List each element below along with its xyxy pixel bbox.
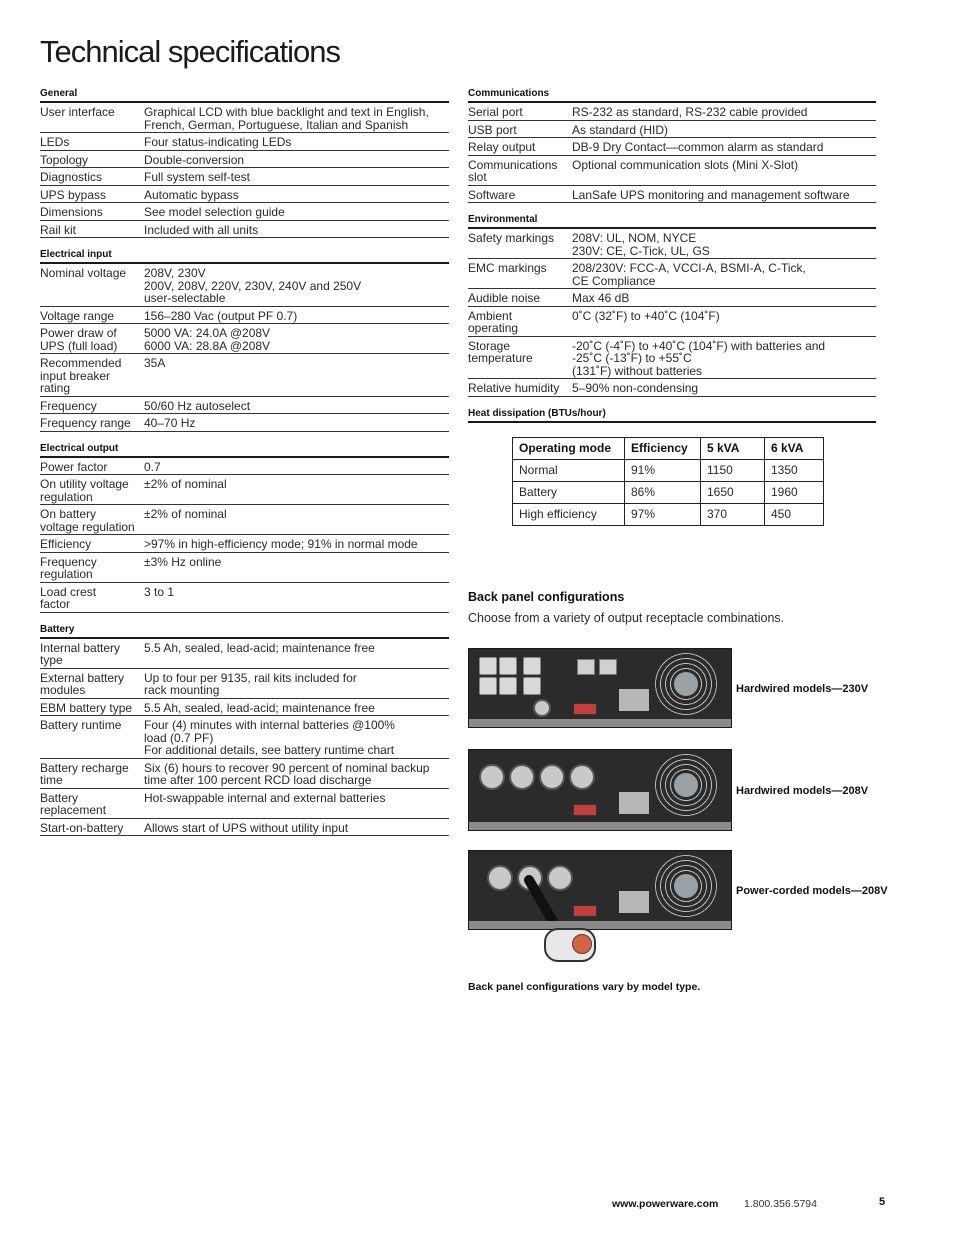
section-heading: Environmental (468, 210, 876, 229)
spec-label: Diagnostics (40, 170, 103, 184)
comm-slot-icon (573, 703, 597, 715)
spec-row (40, 759, 449, 789)
footer-url[interactable]: www.powerware.com (612, 1198, 719, 1210)
fan-hub-icon (674, 773, 698, 797)
spec-label: Frequency regulation (40, 554, 97, 581)
outlet-icon (523, 657, 541, 675)
spec-value: ±2% of nominal (144, 507, 227, 521)
spec-row (468, 186, 876, 204)
spec-row (40, 203, 449, 221)
spec-row (40, 186, 449, 204)
socket-icon (577, 659, 595, 675)
spec-row (40, 553, 449, 583)
outlet-icon (539, 764, 565, 790)
spec-row (40, 819, 449, 837)
outlet-icon (479, 764, 505, 790)
spec-value: 5000 VA: 24.0A @208V 6000 VA: 28.8A @208V (144, 326, 271, 353)
spec-value: 35A (144, 356, 166, 370)
spec-label: User interface (40, 105, 115, 119)
spec-label: Serial port (468, 105, 523, 119)
table-cell: High efficiency (513, 503, 625, 525)
spec-row (40, 583, 449, 613)
spec-label: Power factor (40, 459, 108, 474)
outlet-icon (479, 657, 497, 675)
label-plate (619, 792, 649, 814)
spec-label: Nominal voltage (40, 266, 127, 280)
section-heading: Electrical output (40, 439, 449, 458)
spec-section (40, 245, 449, 432)
spec-value: 208V, 230V 200V, 208V, 220V, 230V, 240V and 250V user-selectable (144, 266, 362, 305)
spec-label: Battery runtime (40, 718, 122, 732)
spec-label: Load crest factor (40, 584, 97, 611)
panel-floor (469, 921, 731, 929)
spec-value: Up to four per 9135, rail kits included for rack mounting (144, 670, 357, 697)
table-cell: 1350 (765, 459, 824, 481)
heat-col-header: Operating mode (513, 437, 625, 459)
spec-label: Battery recharge time (40, 760, 129, 787)
spec-value: -20˚C (-4˚F) to +40˚C (104˚F) with batteries and -25˚C (-13˚F) to +55˚C (131˚F) without batteries (572, 338, 826, 378)
spec-value: Six (6) hours to recover 90 percent of nominal backup time after 100 percent RCD load discharge (144, 760, 430, 787)
spec-label: Dimensions (40, 205, 103, 219)
spec-value: 5–90% non-condensing (572, 381, 699, 395)
spec-value: 208V: UL, NOM, NYCE 230V: CE, C-Tick, UL, GS (572, 231, 710, 258)
outlet-icon (479, 677, 497, 695)
spec-value: ±2% of nominal (144, 477, 227, 491)
spec-value: Double-conversion (144, 152, 245, 167)
spec-row (40, 716, 449, 759)
spec-value: Allows start of UPS without utility input (144, 820, 349, 835)
spec-row (468, 289, 876, 307)
spec-label: Recommended input breaker rating (40, 356, 122, 395)
spec-value: 40–70 Hz (144, 416, 196, 430)
back-panel-heading: Back panel configurations (468, 590, 625, 604)
spec-row (468, 156, 876, 186)
power-plug-icon (544, 928, 596, 962)
back-panel-description: Choose from a variety of output receptacle combinations. (468, 611, 785, 625)
panel-floor (469, 822, 731, 830)
spec-row (40, 639, 449, 669)
spec-label: LEDs (40, 135, 70, 149)
spec-label: Power draw of UPS (full load) (40, 326, 118, 353)
spec-row (40, 414, 449, 432)
breaker-icon (533, 699, 551, 717)
spec-label: External battery modules (40, 670, 125, 697)
spec-row (40, 535, 449, 553)
heat-dissipation-heading: Heat dissipation (BTUs/hour) (468, 404, 876, 423)
right-column (468, 84, 876, 526)
caption-hardwired-230v: Hardwired models—230V (736, 683, 869, 695)
spec-section (468, 84, 876, 203)
spec-label: Voltage range (40, 308, 115, 323)
spec-row (40, 789, 449, 819)
spec-label: Topology (40, 152, 89, 167)
spec-section (40, 84, 449, 238)
spec-label: EMC markings (468, 261, 547, 275)
spec-row (468, 229, 876, 259)
fan-hub-icon (674, 874, 698, 898)
spec-value: See model selection guide (144, 205, 285, 219)
spec-label: Frequency (40, 398, 97, 413)
footer-phone: 1.800.356.5794 (744, 1198, 817, 1210)
spec-row (40, 133, 449, 151)
table-cell: 1650 (701, 481, 765, 503)
spec-row (40, 324, 449, 354)
outlet-icon (569, 764, 595, 790)
spec-value: Automatic bypass (144, 187, 239, 202)
outlet-icon (547, 865, 573, 891)
spec-label: Safety markings (468, 231, 555, 245)
spec-row (40, 221, 449, 239)
section-heading: Communications (468, 84, 876, 103)
label-plate (619, 689, 649, 711)
heat-table-header-row (513, 437, 824, 459)
spec-value: 3 to 1 (144, 584, 175, 599)
table-cell: 86% (625, 481, 701, 503)
spec-value: >97% in high-efficiency mode; 91% in normal mode (144, 537, 418, 551)
fan-hub-icon (674, 672, 698, 696)
spec-value: LanSafe UPS monitoring and management software (572, 187, 850, 202)
spec-value: Included with all units (144, 222, 259, 237)
spec-row (468, 121, 876, 139)
spec-row (40, 307, 449, 325)
spec-row (40, 264, 449, 307)
spec-row (40, 151, 449, 169)
spec-label: Relay output (468, 140, 536, 154)
spec-label: Communications slot (468, 157, 558, 184)
spec-value: 208/230V: FCC-A, VCCI-A, BSMI-A, C-Tick, CE Compliance (572, 261, 806, 288)
table-row (513, 503, 824, 525)
spec-label: Internal battery type (40, 640, 121, 667)
spec-label: Efficiency (40, 537, 92, 551)
heat-dissipation-table (512, 437, 824, 526)
spec-row (40, 168, 449, 186)
spec-value: DB-9 Dry Contact—common alarm as standard (572, 140, 824, 154)
table-cell: 370 (701, 503, 765, 525)
spec-label: Ambient operating (468, 308, 519, 335)
spec-row (40, 397, 449, 415)
ups-back-panel-image-230v (468, 648, 732, 728)
section-heading: Battery (40, 620, 449, 639)
spec-value: Four (4) minutes with internal batteries @100% load (0.7 PF) For additional details, see battery runtime chart (144, 718, 395, 757)
spec-label: USB port (468, 122, 517, 137)
spec-value: ±3% Hz online (144, 554, 222, 569)
left-column (40, 84, 449, 843)
spec-label: Relative humidity (468, 381, 560, 395)
spec-row (40, 699, 449, 717)
ups-back-panel-image-power-corded (468, 850, 732, 930)
spec-value: Four status-indicating LEDs (144, 135, 292, 149)
spec-label: Rail kit (40, 222, 77, 237)
spec-row (468, 103, 876, 121)
outlet-icon (499, 677, 517, 695)
spec-section (468, 210, 876, 397)
spec-label: On battery voltage regulation (40, 507, 135, 534)
spec-section (40, 620, 449, 837)
spec-value: Graphical LCD with blue backlight and text in English, French, German, Portuguese, Italian and Spanish (144, 105, 429, 132)
spec-row (40, 103, 449, 133)
spec-row (468, 307, 876, 337)
spec-value: 50/60 Hz autoselect (144, 398, 251, 413)
outlet-icon (509, 764, 535, 790)
spec-row (40, 458, 449, 476)
back-panel-note: Back panel configurations vary by model type. (468, 981, 701, 993)
spec-row (40, 669, 449, 699)
spec-value: 5.5 Ah, sealed, lead-acid; maintenance free (144, 640, 375, 655)
spec-label: Storage temperature (468, 338, 533, 365)
spec-row (468, 138, 876, 156)
spec-row (468, 337, 876, 380)
spec-value: Full system self-test (144, 170, 251, 184)
spec-value: Optional communication slots (Mini X-Slot) (572, 157, 799, 172)
spec-label: Audible noise (468, 291, 541, 305)
table-cell: 91% (625, 459, 701, 481)
table-row (513, 481, 824, 503)
page-number: 5 (879, 1196, 886, 1208)
ups-back-panel-image-208v (468, 749, 732, 831)
spec-label: Battery replacement (40, 790, 107, 817)
caption-hardwired-208v: Hardwired models—208V (736, 785, 869, 797)
spec-label: EBM battery type (40, 700, 133, 715)
heat-col-header: 6 kVA (765, 437, 824, 459)
spec-label: Start-on-battery (40, 820, 124, 835)
plug-face-icon (572, 934, 592, 954)
spec-row (468, 259, 876, 289)
outlet-icon (487, 865, 513, 891)
table-cell: 450 (765, 503, 824, 525)
spec-value: As standard (HID) (572, 122, 669, 137)
label-plate (619, 891, 649, 913)
spec-value: 0.7 (144, 459, 161, 474)
heat-col-header: Efficiency (625, 437, 701, 459)
heat-col-header: 5 kVA (701, 437, 765, 459)
table-cell: 97% (625, 503, 701, 525)
spec-label: Frequency range (40, 416, 131, 430)
section-heading: General (40, 84, 449, 103)
outlet-icon (499, 657, 517, 675)
right-spec-sections (468, 84, 876, 397)
spec-label: Software (468, 187, 516, 202)
spec-label: UPS bypass (40, 187, 107, 202)
spec-label: On utility voltage regulation (40, 477, 129, 504)
caption-power-corded-208v: Power-corded models—208V (736, 885, 888, 897)
spec-value: 5.5 Ah, sealed, lead-acid; maintenance free (144, 700, 375, 715)
spec-value: Hot-swappable internal and external batteries (144, 790, 386, 805)
table-cell: 1960 (765, 481, 824, 503)
table-row (513, 459, 824, 481)
comm-slot-icon (573, 905, 597, 917)
comm-slot-icon (573, 804, 597, 816)
table-cell: Normal (513, 459, 625, 481)
spec-section (40, 439, 449, 613)
spec-value: Max 46 dB (572, 291, 630, 305)
spec-row (468, 379, 876, 397)
spec-value: RS-232 as standard, RS-232 cable provided (572, 105, 808, 119)
table-cell: 1150 (701, 459, 765, 481)
section-heading: Electrical input (40, 245, 449, 264)
socket-icon (599, 659, 617, 675)
spec-row (40, 475, 449, 505)
page-title: Technical specifications (40, 34, 340, 69)
panel-floor (469, 719, 731, 727)
spec-row (40, 354, 449, 397)
spec-row (40, 505, 449, 535)
table-cell: Battery (513, 481, 625, 503)
spec-value: 0˚C (32˚F) to +40˚C (104˚F) (572, 308, 720, 323)
outlet-icon (523, 677, 541, 695)
spec-value: 156–280 Vac (output PF 0.7) (144, 308, 298, 323)
